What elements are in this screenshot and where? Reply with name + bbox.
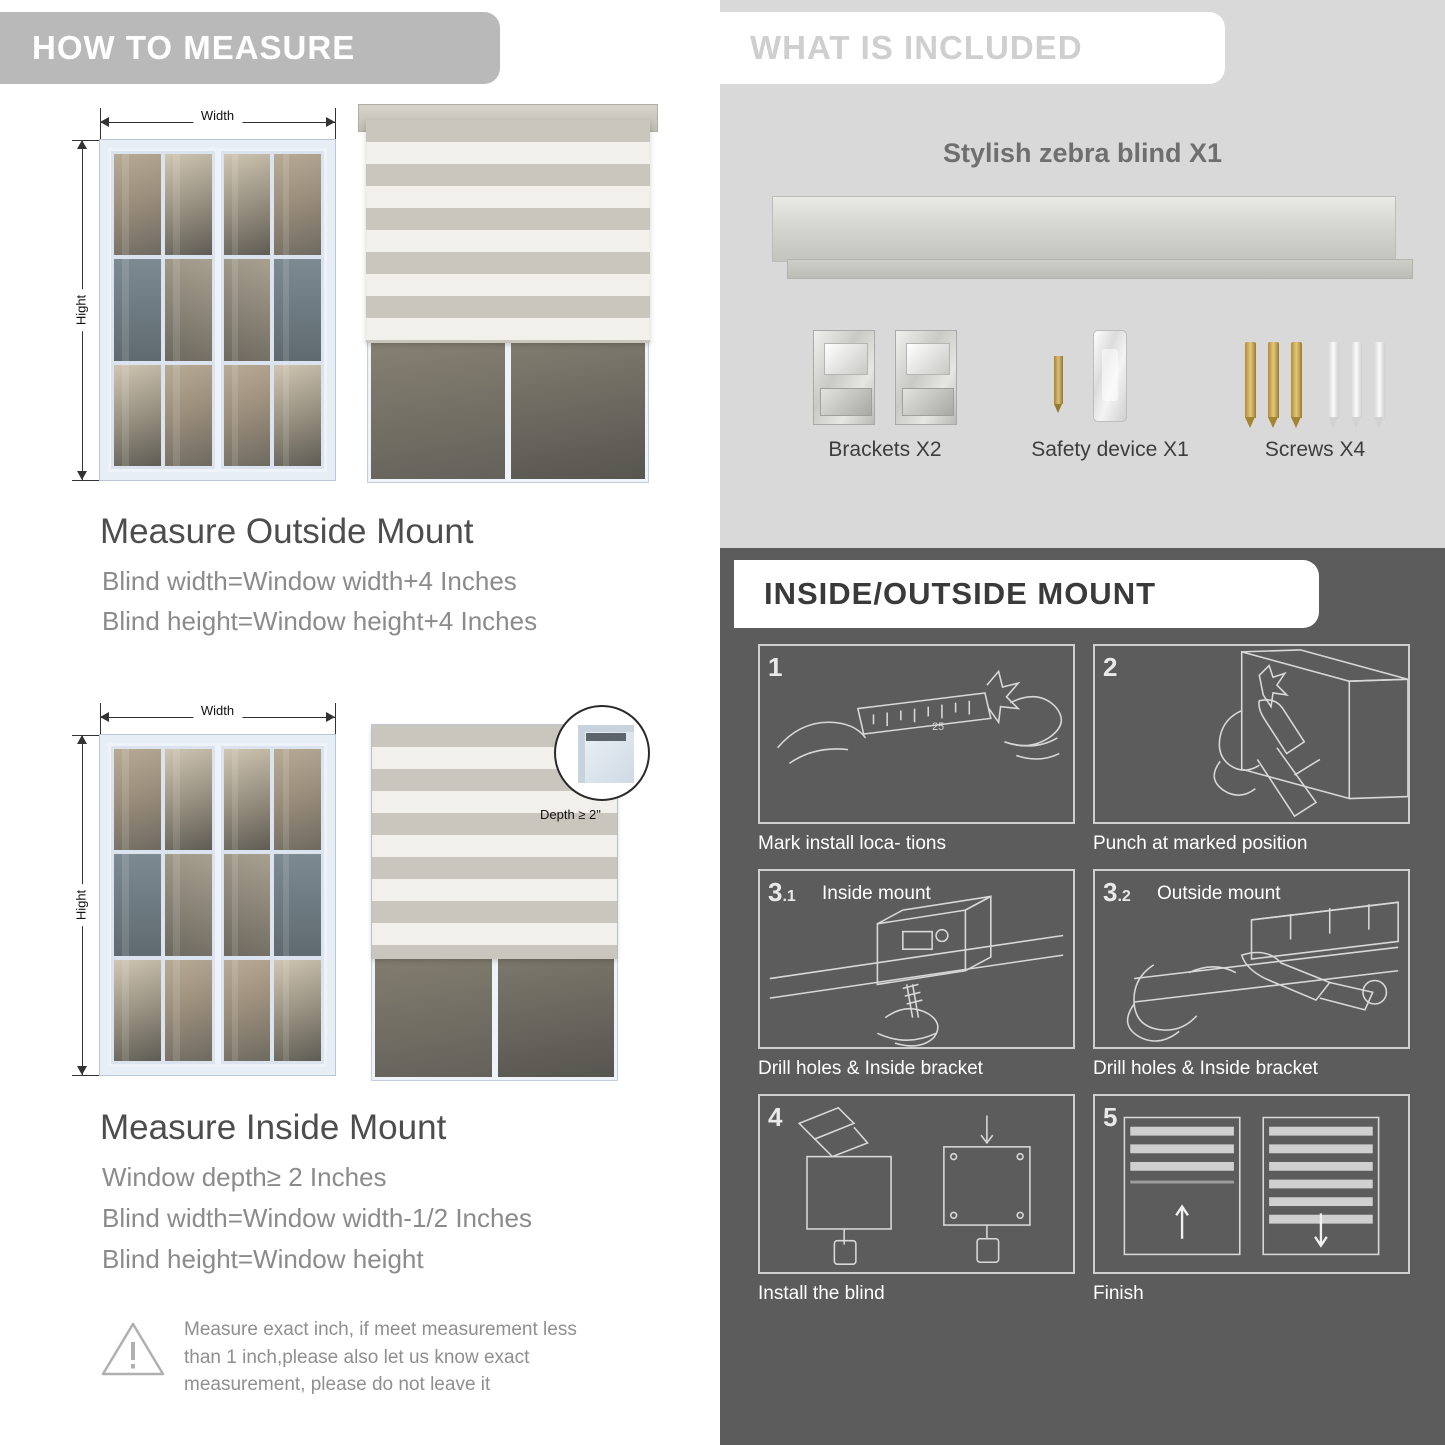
step-caption: Drill holes & Inside bracket <box>1093 1058 1318 1079</box>
note-line-1: Measure exact inch, if meet measurement less <box>184 1319 577 1340</box>
inside-outside-mount-title: INSIDE/OUTSIDE MOUNT <box>764 576 1157 611</box>
depth-callout-icon <box>554 705 650 801</box>
window-illustration-inside <box>100 735 335 1075</box>
anchor-icon <box>1351 342 1362 418</box>
how-to-measure-panel <box>0 0 712 1445</box>
part-screws <box>1215 330 1415 462</box>
outside-width-label: Width <box>193 108 242 123</box>
how-to-measure-title: HOW TO MEASURE <box>32 29 356 66</box>
part-safety-device <box>1000 330 1220 462</box>
warning-triangle-icon <box>100 1320 166 1378</box>
safety-device-icon <box>1093 330 1127 422</box>
what-is-included-header <box>720 12 1225 84</box>
anchor-icon <box>1374 342 1385 418</box>
outside-mount-diagram <box>0 100 712 520</box>
install-step <box>758 644 1075 855</box>
inside-mount-line2: Blind width=Window width-1/2 Inches <box>102 1203 532 1233</box>
zebra-blind-product-image <box>772 196 1396 262</box>
what-is-included-title: WHAT IS INCLUDED <box>750 29 1083 66</box>
included-blind-title: Stylish zebra blind X1 <box>942 138 1223 168</box>
outside-width-dimension <box>100 108 335 132</box>
outside-mount-line1: Blind width=Window width+4 Inches <box>102 566 517 596</box>
inside-outside-mount-panel <box>720 548 1445 1445</box>
step-number: 2 <box>1103 652 1118 682</box>
outside-mount-title: Measure Outside Mount <box>100 512 474 551</box>
step-5-sketch-finish-icon <box>1095 1096 1408 1272</box>
outside-height-dimension <box>72 140 92 480</box>
step-number: 3 <box>1103 877 1118 907</box>
install-steps-grid <box>758 644 1410 1305</box>
inside-height-dimension <box>72 735 92 1075</box>
screw-icon <box>1268 342 1279 418</box>
step-number: 5 <box>1103 1102 1118 1132</box>
screw-icon <box>1245 342 1256 418</box>
step-1-sketch-measure-hand-icon <box>760 646 1073 822</box>
step-number: 4 <box>768 1102 783 1132</box>
step-inline-label: Outside mount <box>1157 883 1281 904</box>
install-step <box>758 1094 1075 1305</box>
step-caption: Mark install loca- tions <box>758 833 946 854</box>
inside-outside-mount-header <box>734 560 1319 628</box>
install-step <box>1093 1094 1410 1305</box>
depth-label: Depth ≥ 2" <box>540 807 601 822</box>
part-brackets <box>770 330 1000 462</box>
part-label-brackets: Brackets X2 <box>828 438 942 461</box>
step-caption: Punch at marked position <box>1093 833 1308 854</box>
note-line-3: measurement, please do not leave it <box>184 1374 491 1396</box>
install-step <box>1093 644 1410 855</box>
step-number: 1 <box>768 652 783 682</box>
step-caption: Install the blind <box>758 1283 885 1304</box>
part-label-screws: Screws X4 <box>1264 438 1366 461</box>
inside-mount-diagram <box>0 695 712 1115</box>
outside-mount-blind-illustration <box>368 122 648 482</box>
step-number: 3 <box>768 877 783 907</box>
anchor-icon <box>1328 342 1339 418</box>
inside-mount-title: Measure Inside Mount <box>100 1108 447 1147</box>
step-2-sketch-drill-icon <box>1095 646 1408 822</box>
how-to-measure-header <box>0 12 500 84</box>
step-substep: .1 <box>782 888 796 905</box>
window-illustration <box>100 140 335 480</box>
install-step <box>1093 869 1410 1080</box>
svg-text:25: 25 <box>932 721 945 734</box>
screw-icon <box>1291 342 1302 418</box>
inside-mount-line3: Blind height=Window height <box>102 1244 424 1274</box>
step-substep: .2 <box>1117 888 1131 905</box>
inside-mount-line1: Window depth≥ 2 Inches <box>102 1162 387 1192</box>
step-caption: Finish <box>1093 1283 1144 1304</box>
step-4-sketch-install-blind-icon <box>760 1096 1073 1272</box>
note-line-2: than 1 inch,please also let us know exact <box>184 1346 530 1368</box>
inside-height-label: Hight <box>72 884 91 926</box>
bracket-icon <box>813 330 875 425</box>
inside-width-dimension <box>100 703 335 727</box>
step-caption: Drill holes & Inside bracket <box>758 1058 983 1079</box>
part-label-safety: Safety device X1 <box>1031 438 1189 461</box>
outside-height-label: Hight <box>72 289 91 331</box>
bracket-icon <box>895 330 957 425</box>
included-parts-row <box>760 330 1405 490</box>
inside-width-label: Width <box>193 703 242 718</box>
install-step <box>758 869 1075 1080</box>
what-is-included-panel <box>720 0 1445 548</box>
measurement-note <box>100 1316 660 1399</box>
screw-icon <box>1054 356 1063 404</box>
outside-mount-line2: Blind height=Window height+4 Inches <box>102 606 538 636</box>
step-inline-label: Inside mount <box>822 883 931 904</box>
